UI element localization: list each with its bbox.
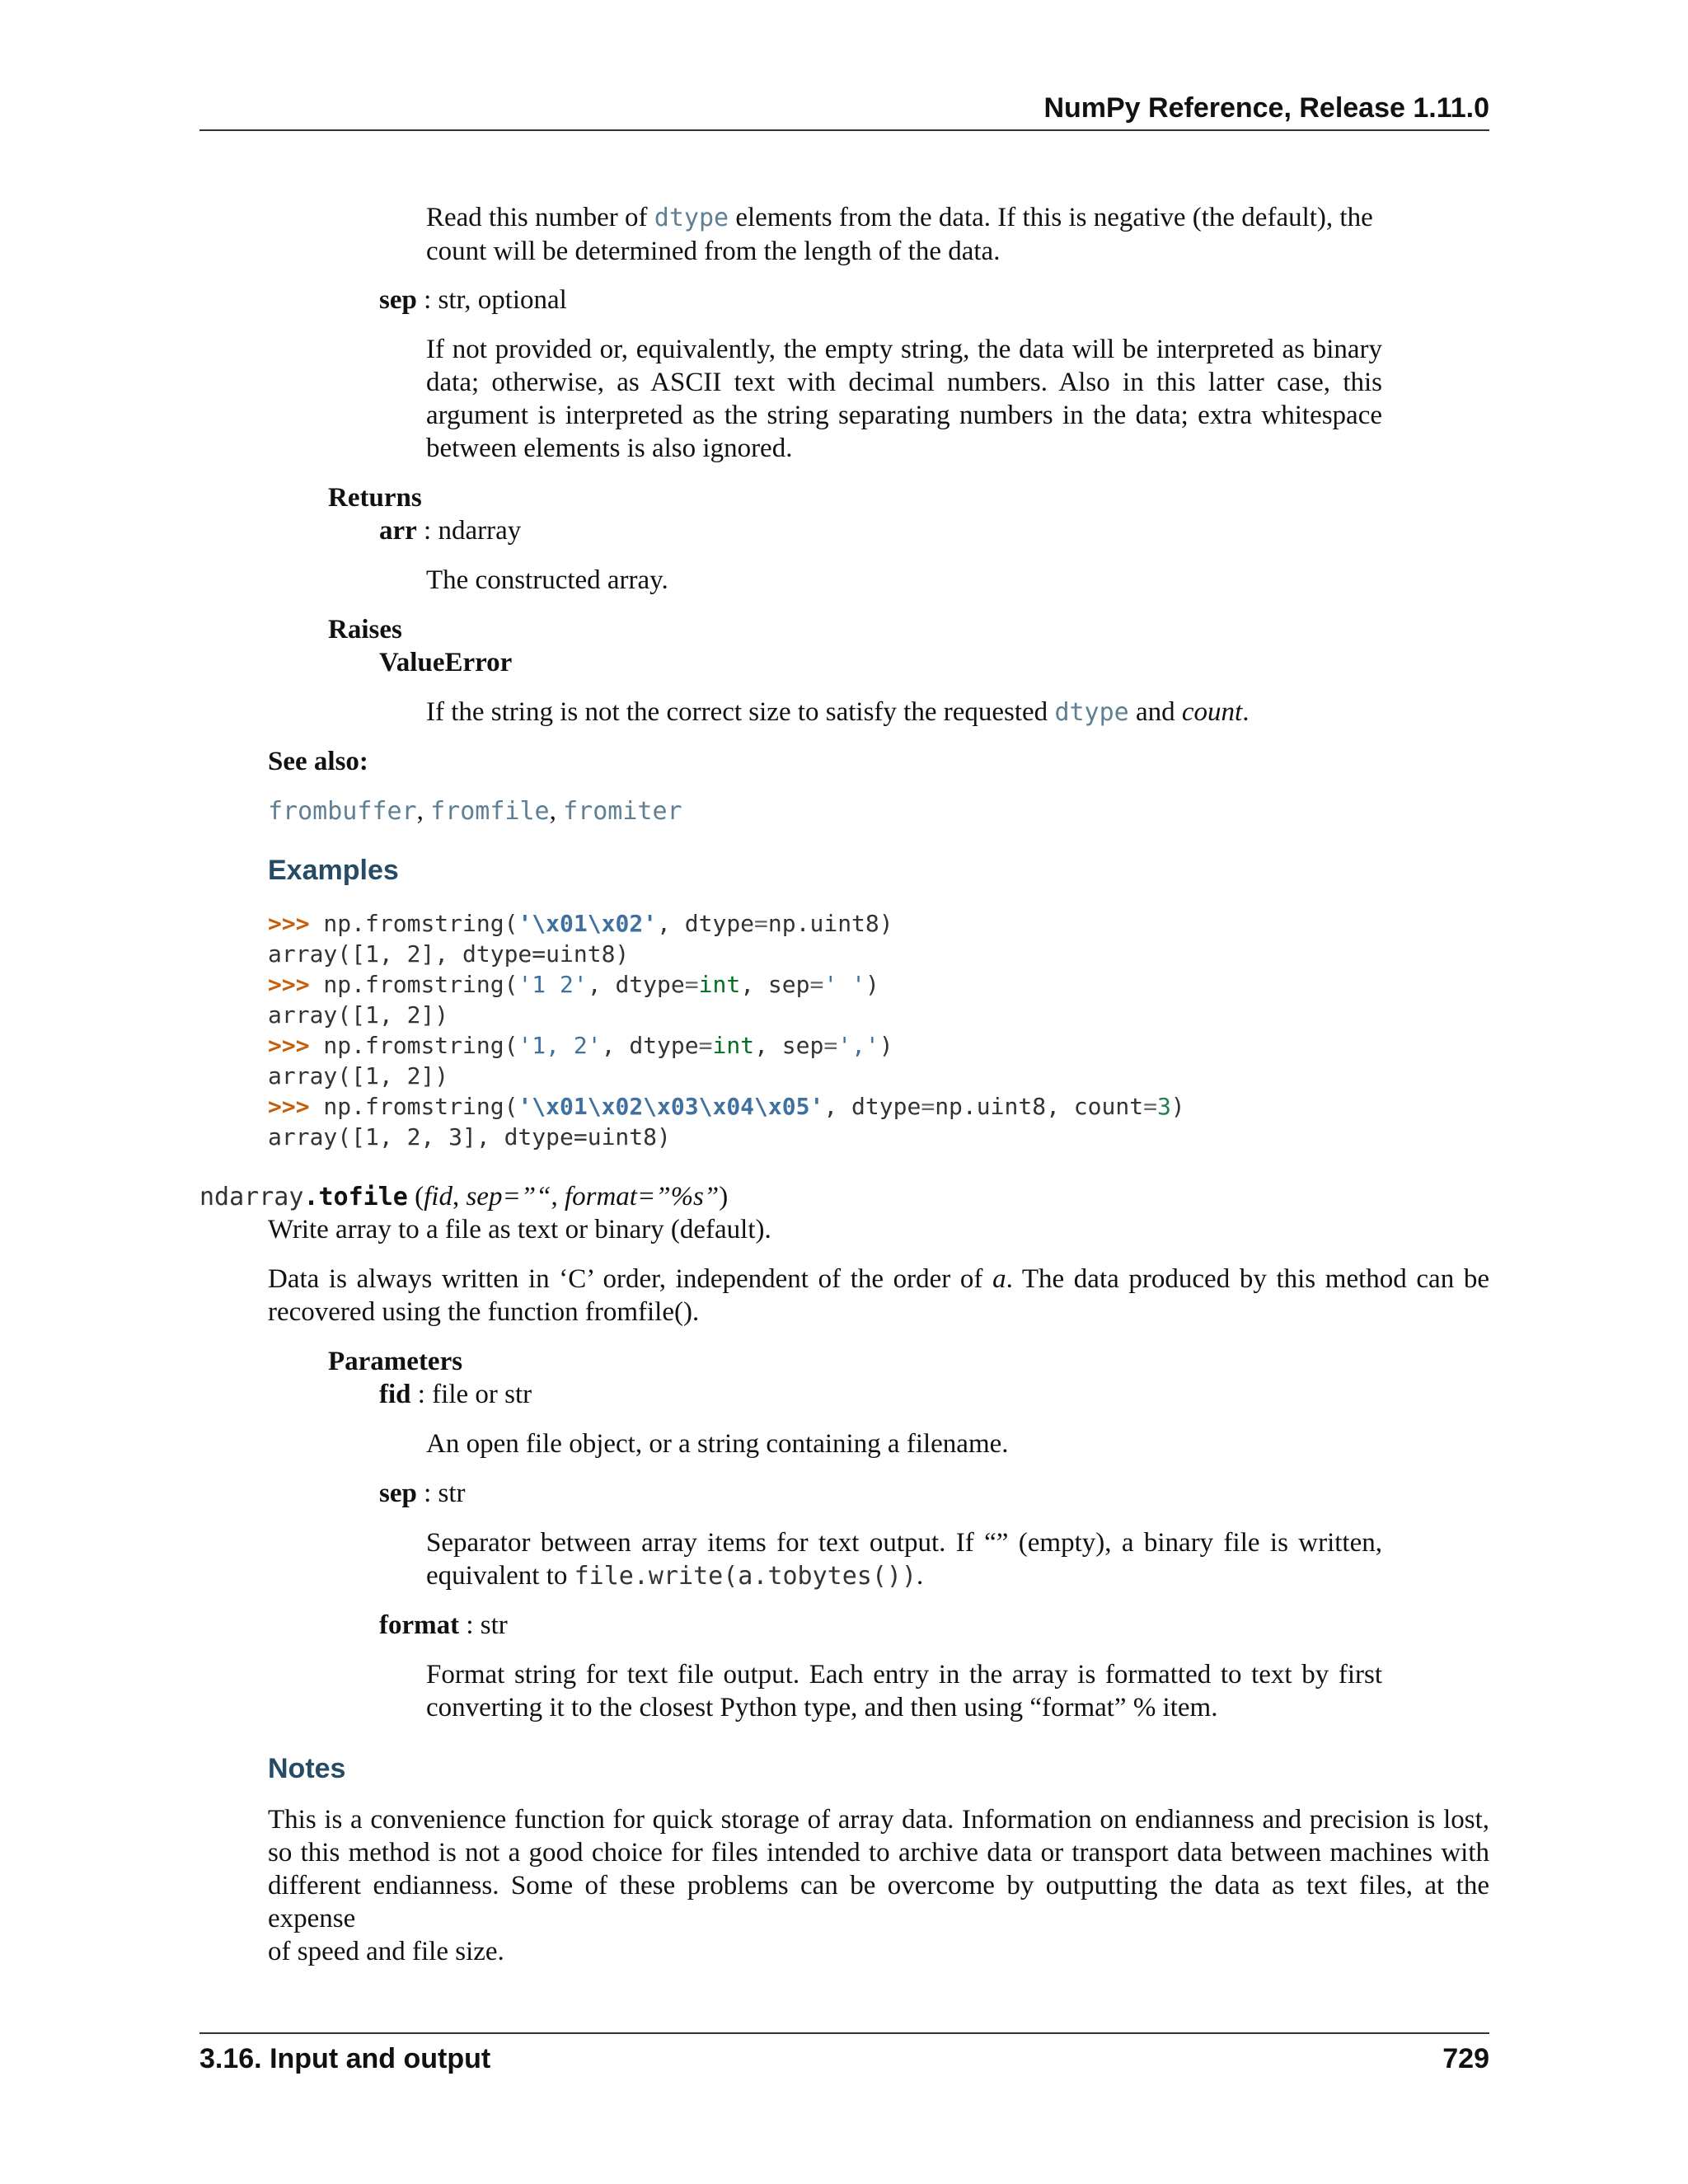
footer-section: 3.16. Input and output	[199, 2043, 491, 2074]
desc-line: data; otherwise, as ASCII text with decimal numbers. Also in this latter case, this	[426, 368, 1382, 397]
param-sep-description	[426, 333, 1382, 465]
param: fid	[424, 1182, 452, 1212]
code-text: , sep	[740, 971, 810, 998]
code-string: '1, 2'	[518, 1032, 602, 1059]
see-also-heading: See also:	[268, 747, 368, 776]
text: elements from the data. If this is negative (the default), the	[729, 203, 1373, 232]
code-text: np.uint8)	[767, 910, 893, 937]
code-line	[268, 908, 1185, 939]
param-fid-description: An open file object, or a string containing a filename.	[426, 1429, 1009, 1459]
page-number: 729	[1442, 2043, 1489, 2074]
emphasis: count	[1181, 697, 1243, 727]
notes-line: different endianness. Some of these problems can be overcome by outputting the data as text files, at the expense	[268, 1871, 1489, 1933]
code-operator: =	[823, 1032, 838, 1059]
code-text: , sep	[754, 1032, 824, 1059]
code-text: np.fromstring(	[309, 971, 518, 998]
prompt: >>>	[268, 1032, 310, 1059]
desc-line: converting it to the closest Python type, and then using “format” % item.	[426, 1693, 1218, 1722]
code-output: array([1, 2, 3], dtype=uint8)	[268, 1123, 671, 1151]
notes-line: so this method is not a good choice for files intended to archive data or transport data between machines with	[268, 1838, 1489, 1868]
text: Read this number of	[426, 203, 654, 232]
dtype-link[interactable]: dtype	[1054, 698, 1129, 727]
text: count will be determined from the length of the data.	[426, 237, 1001, 266]
code-string: '1 2'	[518, 971, 588, 998]
desc-line: argument is interpreted as the string separating numbers in the data; extra whitespace	[426, 401, 1382, 430]
desc-line: If not provided or, equivalently, the empty string, the data will be interpreted as binary	[426, 335, 1382, 364]
code-string: '\x01\x02'	[518, 910, 658, 937]
param-name: arr	[379, 516, 417, 546]
code-text: np.fromstring(	[309, 1093, 518, 1120]
tofile-summary: Write array to a file as text or binary (default).	[268, 1215, 771, 1244]
code-string: ' '	[823, 971, 865, 998]
param-format-header	[379, 1609, 508, 1642]
text: and	[1128, 697, 1182, 727]
see-also-links	[268, 794, 682, 828]
paren: )	[719, 1182, 729, 1212]
param-fid-header	[379, 1378, 532, 1411]
prompt: >>>	[268, 910, 310, 937]
notes-heading: Notes	[268, 1753, 346, 1784]
comma: ,	[551, 1182, 565, 1212]
param: format=”%s”	[564, 1182, 720, 1212]
text: equivalent to	[426, 1561, 574, 1591]
parameters-heading: Parameters	[328, 1347, 463, 1376]
returns-description: The constructed array.	[426, 565, 668, 595]
code-text: )	[865, 971, 879, 998]
param-type: : str	[416, 1479, 466, 1508]
code-text: np.uint8, count	[935, 1093, 1144, 1120]
param-name: sep	[379, 285, 417, 315]
code-operator: =	[1143, 1093, 1157, 1120]
inline-code: file.write(a.tobytes())	[574, 1562, 917, 1591]
code-keyword: int	[712, 1032, 755, 1059]
code-text: )	[1170, 1093, 1185, 1120]
param-name: format	[379, 1610, 460, 1640]
code-operator: =	[754, 910, 768, 937]
code-output: array([1, 2], dtype=uint8)	[268, 940, 630, 968]
emphasis: a	[992, 1264, 1006, 1294]
param-name: fid	[379, 1380, 411, 1409]
returns-heading: Returns	[328, 483, 422, 513]
tofile-signature	[199, 1180, 728, 1214]
code-text: , dtype	[657, 910, 755, 937]
count-description	[426, 201, 1382, 268]
code-operator: =	[698, 1032, 713, 1059]
tofile-paragraph	[268, 1263, 1489, 1329]
code-output: array([1, 2])	[268, 1062, 449, 1090]
code-line	[268, 1091, 1185, 1122]
separator: ,	[416, 796, 431, 826]
param-sep2-header	[379, 1477, 466, 1510]
fromfile-link[interactable]: fromfile	[430, 797, 550, 826]
code-operator: =	[809, 971, 824, 998]
raises-exception: ValueError	[379, 648, 513, 677]
desc-line: Separator between array items for text output. If “” (empty), a binary file is written,	[426, 1528, 1382, 1558]
code-text: )	[879, 1032, 893, 1059]
desc-line	[426, 1559, 1382, 1593]
code-text: , dtype	[601, 1032, 699, 1059]
code-text: , dtype	[587, 971, 685, 998]
method-name: tofile	[318, 1183, 408, 1212]
notes-line: of speed and file size.	[268, 1937, 504, 1966]
code-keyword: int	[698, 971, 741, 998]
para-line	[268, 1263, 1489, 1296]
param-sep2-description	[426, 1526, 1382, 1593]
notes-paragraph	[268, 1803, 1489, 1968]
param-type: : ndarray	[416, 516, 522, 546]
examples-heading: Examples	[268, 855, 399, 886]
text: .	[1242, 697, 1250, 727]
desc-line: between elements is also ignored.	[426, 434, 793, 463]
code-number: 3	[1156, 1093, 1171, 1120]
code-output: array([1, 2])	[268, 1001, 449, 1029]
code-text: np.fromstring(	[309, 1032, 518, 1059]
dtype-link[interactable]: dtype	[654, 204, 729, 232]
text: If the string is not the correct size to satisfy the requested	[426, 697, 1055, 727]
examples-code-block	[268, 908, 1185, 1152]
code-string: '\x01\x02\x03\x04\x05'	[518, 1093, 824, 1120]
raises-heading: Raises	[328, 615, 402, 644]
param-type: : str	[459, 1610, 508, 1640]
param: sep=”“	[466, 1182, 551, 1212]
code-operator: =	[921, 1093, 935, 1120]
frombuffer-link[interactable]: frombuffer	[268, 797, 417, 826]
param-type: : file or str	[410, 1380, 532, 1409]
code-line	[268, 969, 1185, 1000]
code-text: np.fromstring(	[309, 910, 518, 937]
desc-line: Format string for text file output. Each entry in the array is formatted to text by first	[426, 1660, 1382, 1690]
returns-param	[379, 514, 521, 547]
param-sep-header	[379, 284, 567, 316]
code-operator: =	[684, 971, 699, 998]
paren: (	[407, 1182, 424, 1212]
raises-description	[426, 696, 1249, 729]
separator: ,	[549, 796, 564, 826]
running-header: NumPy Reference, Release 1.11.0	[1043, 92, 1489, 124]
dot: .	[303, 1183, 319, 1212]
param-name: sep	[379, 1479, 417, 1508]
prompt: >>>	[268, 971, 310, 998]
notes-line: This is a convenience function for quick storage of array data. Information on endianness and precision is lost,	[268, 1805, 1489, 1835]
para-line: recovered using the function fromfile().	[268, 1297, 700, 1327]
text: .	[917, 1561, 924, 1591]
code-string: ','	[837, 1032, 879, 1059]
param-type: : str, optional	[416, 285, 567, 315]
text: . The data produced by this method can be	[1006, 1264, 1489, 1294]
param-format-description	[426, 1658, 1382, 1724]
code-line	[268, 1030, 1185, 1061]
comma: ,	[452, 1182, 467, 1212]
header-rule	[199, 129, 1489, 131]
prompt: >>>	[268, 1093, 310, 1120]
code-text: , dtype	[823, 1093, 921, 1120]
fromiter-link[interactable]: fromiter	[563, 797, 682, 826]
footer-rule	[199, 2032, 1489, 2034]
class-name: ndarray	[199, 1183, 304, 1212]
text: Data is always written in ‘C’ order, independent of the order of	[268, 1264, 993, 1294]
